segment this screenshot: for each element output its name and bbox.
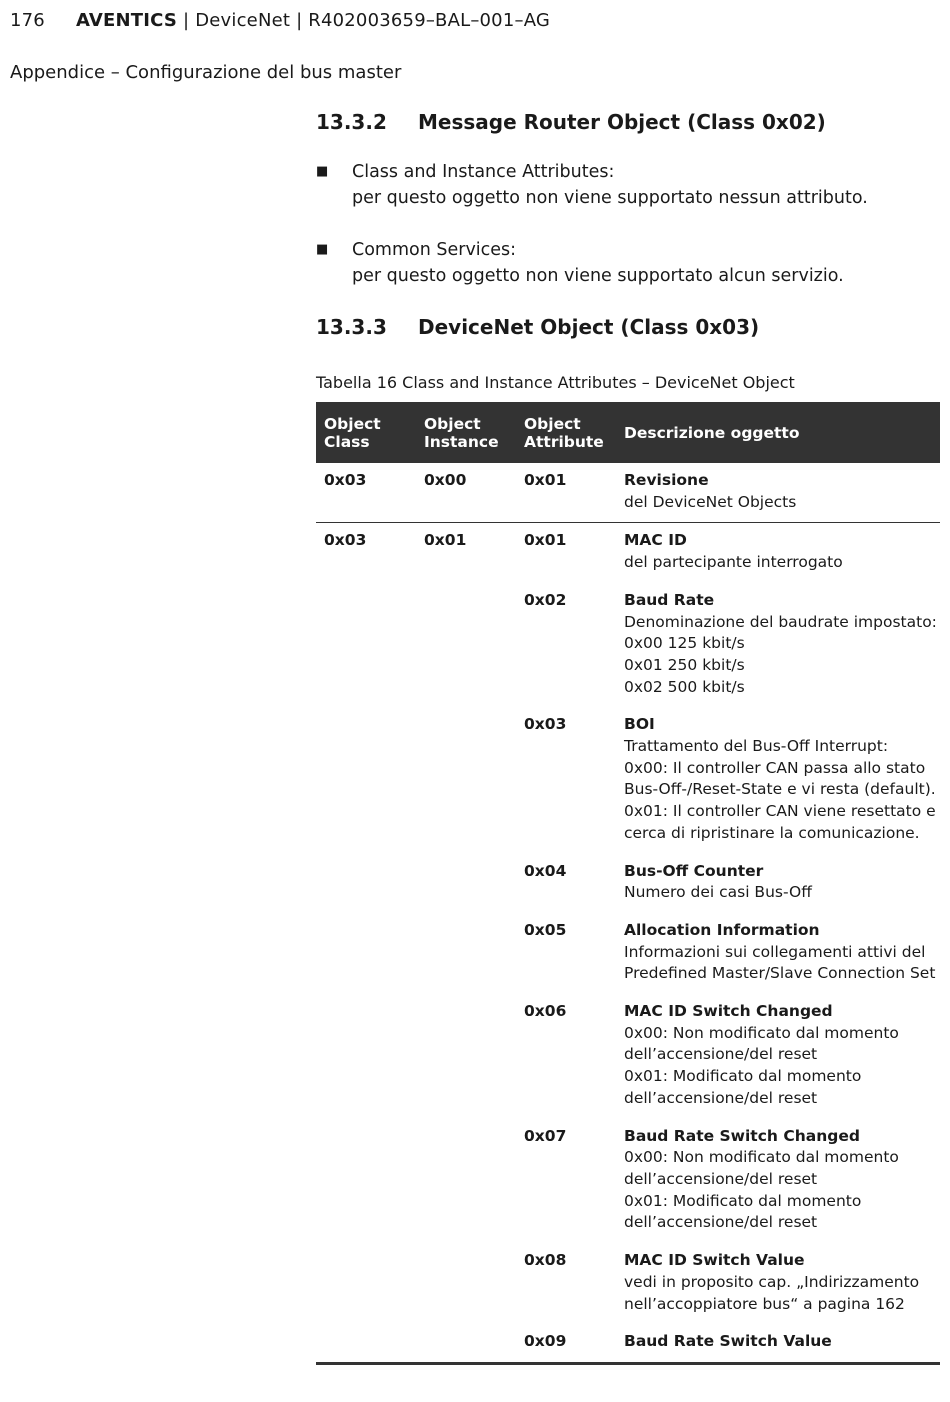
object-class-cell: 0x03: [316, 463, 416, 523]
description-line: nell’accoppiatore bus“ a pagina 162: [624, 1294, 905, 1313]
description-line: 0x00: Il controller CAN passa allo stato: [624, 758, 926, 777]
description-line: 0x00: Non modificato dal momento: [624, 1023, 899, 1042]
table-row: [316, 523, 940, 583]
header-object-instance: Object Instance: [416, 402, 516, 463]
table-header-row: [316, 402, 940, 463]
description-title: Baud Rate Switch Changed: [624, 1126, 860, 1145]
object-attribute-cell: 0x04: [524, 861, 567, 880]
page-number: 176: [10, 10, 45, 31]
description-cell: [616, 854, 940, 913]
table-row: [316, 1324, 940, 1363]
bullet-item: [316, 237, 940, 289]
square-bullet-icon: ■: [316, 242, 329, 257]
object-attribute-cell: 0x01: [524, 531, 567, 550]
description-line: del DeviceNet Objects: [624, 492, 797, 511]
description-cell: [616, 523, 940, 583]
object-instance-cell: 0x01: [424, 531, 467, 550]
header-description: Descrizione oggetto: [616, 402, 940, 463]
description-line: dell’accensione/del reset: [624, 1169, 818, 1188]
description-cell: [616, 707, 940, 853]
description-line: 0x01 250 kbit/s: [624, 655, 745, 674]
object-instance-cell: [416, 1243, 516, 1324]
object-class-cell: [316, 994, 416, 1119]
description-line: Numero dei casi Bus-Off: [624, 883, 812, 902]
section-number: 13.3.2: [316, 110, 387, 134]
attributes-table: [316, 402, 940, 1365]
description-line: 0x00 125 kbit/s: [624, 634, 745, 653]
description-line: Bus-Off-/Reset-State e vi resta (default).: [624, 780, 936, 799]
description-title: MAC ID Switch Value: [624, 1251, 805, 1270]
description-title: Baud Rate Switch Value: [624, 1332, 832, 1351]
description-cell: [616, 913, 940, 994]
description-cell: [616, 463, 940, 523]
object-class-cell: [316, 707, 416, 853]
section-heading-13-3-2: [316, 110, 940, 134]
description-title: Baud Rate: [624, 590, 715, 609]
object-instance-cell: [416, 707, 516, 853]
object-attribute-cell: 0x03: [524, 715, 567, 734]
description-line: dell’accensione/del reset: [624, 1045, 818, 1064]
object-class-cell: [316, 854, 416, 913]
table-row: [316, 854, 940, 913]
description-line: Predefined Master/Slave Connection Set: [624, 964, 936, 983]
table-row: [316, 913, 940, 994]
description-line: Trattamento del Bus-Off Interrupt:: [624, 737, 889, 756]
square-bullet-icon: ■: [316, 164, 329, 179]
object-attribute-cell: 0x06: [524, 1002, 567, 1021]
description-line: cerca di ripristinare la comunicazione.: [624, 823, 920, 842]
description-line: Informazioni sui collegamenti attivi del: [624, 942, 926, 961]
description-title: Bus-Off Counter: [624, 861, 764, 880]
brand-name: AVENTICS: [76, 10, 178, 31]
description-line: 0x01: Modificato dal momento: [624, 1067, 862, 1086]
description-line: dell’accensione/del reset: [624, 1213, 818, 1232]
main-content: [316, 110, 940, 1365]
description-title: MAC ID Switch Changed: [624, 1002, 833, 1021]
bullet-line: per questo oggetto non viene supportato nessun attributo.: [352, 188, 868, 208]
chapter-title: Appendice – Configurazione del bus master: [10, 62, 402, 83]
description-cell: [616, 994, 940, 1119]
description-title: BOI: [624, 715, 655, 734]
object-attribute-cell: 0x08: [524, 1251, 567, 1270]
object-instance-cell: 0x00: [416, 463, 516, 523]
document-id: | DeviceNet | R402003659–BAL–001–AG: [177, 10, 551, 31]
section-title: DeviceNet Object (Class 0x03): [418, 315, 760, 339]
description-cell: [616, 1324, 940, 1363]
object-class-cell: [316, 1324, 416, 1363]
description-line: 0x01: Il controller CAN viene resettato e: [624, 802, 936, 821]
bullet-line: Class and Instance Attributes:: [352, 162, 615, 182]
description-line: dell’accensione/del reset: [624, 1088, 818, 1107]
object-attribute-cell: 0x01: [516, 463, 616, 523]
bullet-item: [316, 159, 940, 211]
bullet-list: [316, 159, 940, 289]
description-line: del partecipante interrogato: [624, 553, 843, 572]
table-body: [316, 463, 940, 1363]
bullet-line: Common Services:: [352, 240, 517, 260]
object-instance-cell: [416, 1324, 516, 1363]
description-title: MAC ID: [624, 531, 687, 550]
table-row: [316, 994, 940, 1119]
section-number: 13.3.3: [316, 315, 387, 339]
table-row: [316, 583, 940, 708]
description-title: Allocation Information: [624, 920, 820, 939]
object-class-cell: 0x03: [324, 531, 367, 550]
description-line: Denominazione del baudrate impostato:: [624, 612, 937, 631]
description-line: 0x02 500 kbit/s: [624, 677, 745, 696]
table-row: [316, 1243, 940, 1324]
table-row: [316, 463, 940, 523]
object-instance-cell: [416, 583, 516, 708]
object-class-cell: [316, 913, 416, 994]
description-cell: [616, 1243, 940, 1324]
description-line: 0x00: Non modificato dal momento: [624, 1148, 899, 1167]
description-title: Revisione: [624, 471, 709, 489]
object-attribute-cell: 0x02: [524, 590, 567, 609]
description-line: vedi in proposito cap. „Indirizzamento: [624, 1272, 920, 1291]
bullet-line: per questo oggetto non viene supportato alcun servizio.: [352, 266, 844, 286]
header-object-attribute: Object Attribute: [516, 402, 616, 463]
section-heading-13-3-3: [316, 315, 940, 339]
table-caption: Tabella 16 Class and Instance Attributes – DeviceNet Object: [316, 373, 795, 392]
object-class-cell: [316, 1243, 416, 1324]
table-row: [316, 1119, 940, 1244]
table-row: [316, 707, 940, 853]
page-header: [10, 10, 550, 31]
object-attribute-cell: 0x05: [524, 920, 567, 939]
object-instance-cell: [416, 994, 516, 1119]
object-attribute-cell: 0x09: [516, 1324, 616, 1363]
object-instance-cell: [416, 854, 516, 913]
description-cell: [616, 583, 940, 708]
object-instance-cell: [416, 913, 516, 994]
description-cell: [616, 1119, 940, 1244]
object-class-cell: [316, 583, 416, 708]
header-object-class: Object Class: [316, 402, 416, 463]
section-title: Message Router Object (Class 0x02): [418, 110, 826, 134]
description-line: 0x01: Modificato dal momento: [624, 1191, 862, 1210]
object-attribute-cell: 0x07: [524, 1126, 567, 1145]
object-class-cell: [316, 1119, 416, 1244]
object-instance-cell: [416, 1119, 516, 1244]
